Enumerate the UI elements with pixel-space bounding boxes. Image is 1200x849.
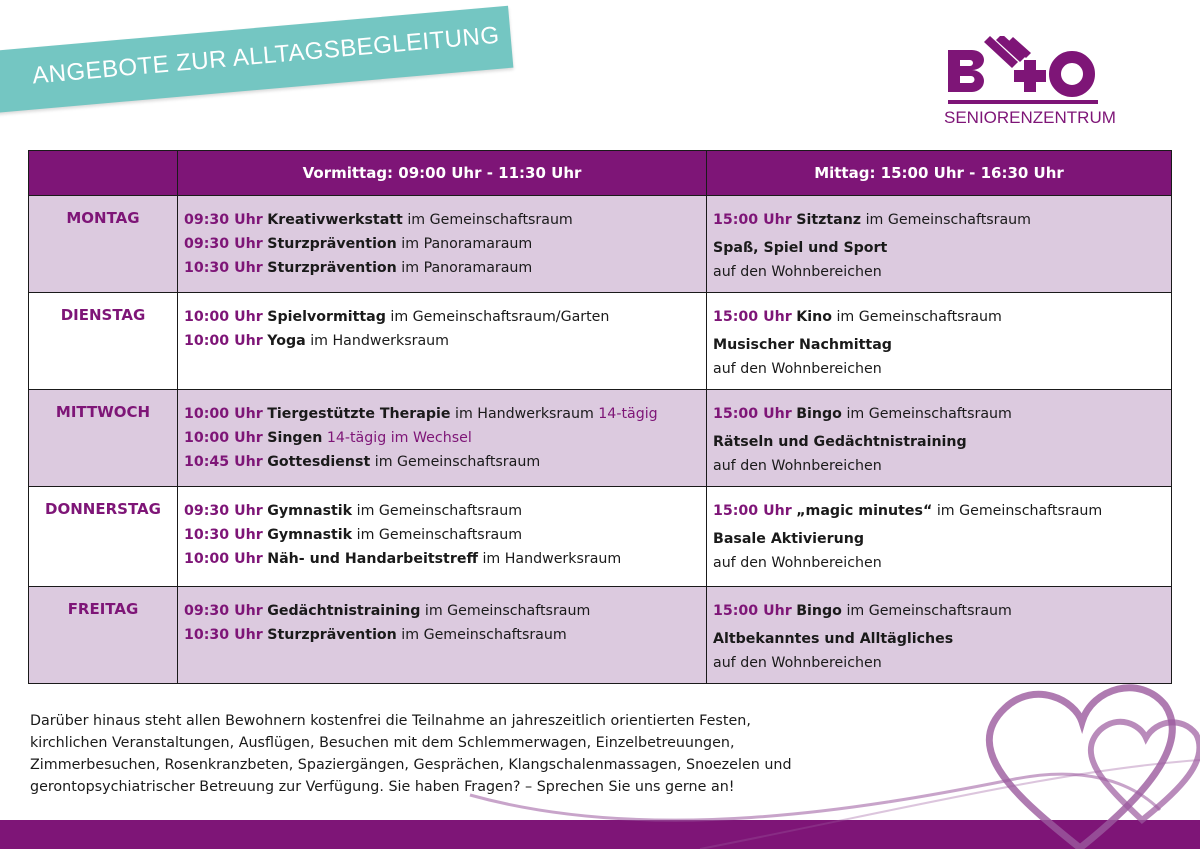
afternoon-cell bbox=[707, 293, 1172, 390]
day-label: MITTWOCH bbox=[29, 390, 178, 487]
activity-line: 10:30 Uhr Gymnastik im Gemeinschaftsraum bbox=[184, 527, 523, 543]
ward-activity-title: Spaß, Spiel und Sport bbox=[713, 240, 888, 256]
activity-line: 09:30 Uhr Kreativwerkstatt im Gemeinschaftsraum bbox=[184, 212, 573, 228]
activity-line: 09:30 Uhr Gymnastik im Gemeinschaftsraum bbox=[184, 503, 523, 519]
afternoon-cell bbox=[707, 390, 1172, 487]
afternoon-cell bbox=[707, 587, 1172, 684]
activity-line: 10:45 Uhr Gottesdienst im Gemeinschaftsraum bbox=[184, 454, 541, 470]
morning-cell bbox=[178, 587, 707, 684]
activity-line: 10:00 Uhr Yoga im Handwerksraum bbox=[184, 333, 449, 349]
activity-line: 10:00 Uhr Singen 14-tägig im Wechsel bbox=[184, 430, 472, 446]
header-row bbox=[29, 151, 1172, 196]
activity-line: 10:30 Uhr Sturzprävention im Panoramaraum bbox=[184, 260, 533, 276]
info-line: Darüber hinaus steht allen Bewohnern kostenfrei die Teilnahme an jahreszeitlich orientierten Festen, bbox=[30, 713, 751, 729]
ward-activity-location: auf den Wohnbereichen bbox=[713, 458, 882, 474]
title-banner bbox=[0, 6, 513, 114]
activity-line: 15:00 Uhr Kino im Gemeinschaftsraum bbox=[713, 309, 1002, 325]
info-line: kirchlichen Veranstaltungen, Ausflügen, Besuchen mit dem Schlemmerwagen, Einzelbetreuungen, bbox=[30, 735, 735, 751]
activity-line: 10:00 Uhr Näh- und Handarbeitstreff im Handwerksraum bbox=[184, 551, 622, 567]
table-row-freitag bbox=[29, 587, 1172, 684]
ward-activity-location: auf den Wohnbereichen bbox=[713, 555, 882, 571]
info-line: Zimmerbesuchen, Rosenkranzbeten, Spaziergängen, Gesprächen, Klangschalenmassagen, Snoezelen und bbox=[30, 757, 792, 773]
table-row-mittwoch bbox=[29, 390, 1172, 487]
activity-line: 15:00 Uhr Bingo im Gemeinschaftsraum bbox=[713, 406, 1012, 422]
ward-activity-title: Rätseln und Gedächtnistraining bbox=[713, 434, 967, 450]
header-morning: Vormittag: 09:00 Uhr - 11:30 Uhr bbox=[178, 151, 707, 196]
activity-line: 15:00 Uhr Bingo im Gemeinschaftsraum bbox=[713, 603, 1012, 619]
morning-cell bbox=[178, 293, 707, 390]
footer-bar bbox=[0, 820, 1200, 849]
header-corner bbox=[29, 151, 178, 196]
day-label: DONNERSTAG bbox=[29, 487, 178, 587]
ward-activity-location: auf den Wohnbereichen bbox=[713, 264, 882, 280]
morning-cell bbox=[178, 390, 707, 487]
activity-line: 09:30 Uhr Gedächtnistraining im Gemeinschaftsraum bbox=[184, 603, 591, 619]
ward-activity-location: auf den Wohnbereichen bbox=[713, 361, 882, 377]
activity-line: 10:30 Uhr Sturzprävention im Gemeinschaftsraum bbox=[184, 627, 567, 643]
activity-line: 10:00 Uhr Spielvormittag im Gemeinschaftsraum/Garten bbox=[184, 309, 610, 325]
activity-line: 15:00 Uhr Sitztanz im Gemeinschaftsraum bbox=[713, 212, 1031, 228]
ward-activity-location: auf den Wohnbereichen bbox=[713, 655, 882, 671]
ward-activity-title: Altbekanntes und Alltägliches bbox=[713, 631, 954, 647]
day-label: DIENSTAG bbox=[29, 293, 178, 390]
ward-activity-title: Basale Aktivierung bbox=[713, 531, 864, 547]
morning-cell bbox=[178, 196, 707, 293]
table-row-montag bbox=[29, 196, 1172, 293]
ward-activity-title: Musischer Nachmittag bbox=[713, 337, 892, 353]
header-afternoon: Mittag: 15:00 Uhr - 16:30 Uhr bbox=[707, 151, 1172, 196]
activity-line: 10:00 Uhr Tiergestützte Therapie im Handwerksraum 14-tägig bbox=[184, 406, 658, 422]
page-title: ANGEBOTE ZUR ALLTAGSBEGLEITUNG bbox=[31, 21, 501, 90]
afternoon-cell bbox=[707, 196, 1172, 293]
logo-mark bbox=[944, 36, 1114, 108]
day-label: FREITAG bbox=[29, 587, 178, 684]
logo bbox=[944, 36, 1114, 132]
day-label: MONTAG bbox=[29, 196, 178, 293]
info-paragraph bbox=[30, 710, 890, 798]
logo-subtitle: SENIORENZENTRUM bbox=[944, 108, 1116, 127]
info-line: gerontopsychiatrischer Betreuung zur Verfügung. Sie haben Fragen? – Sprechen Sie uns gerne an! bbox=[30, 779, 735, 795]
table-row-donnerstag bbox=[29, 487, 1172, 587]
table-row-dienstag bbox=[29, 293, 1172, 390]
morning-cell bbox=[178, 487, 707, 587]
afternoon-cell bbox=[707, 487, 1172, 587]
schedule-table bbox=[28, 150, 1172, 684]
activity-line: 09:30 Uhr Sturzprävention im Panoramaraum bbox=[184, 236, 533, 252]
activity-line: 15:00 Uhr „magic minutes“ im Gemeinschaftsraum bbox=[713, 503, 1103, 519]
